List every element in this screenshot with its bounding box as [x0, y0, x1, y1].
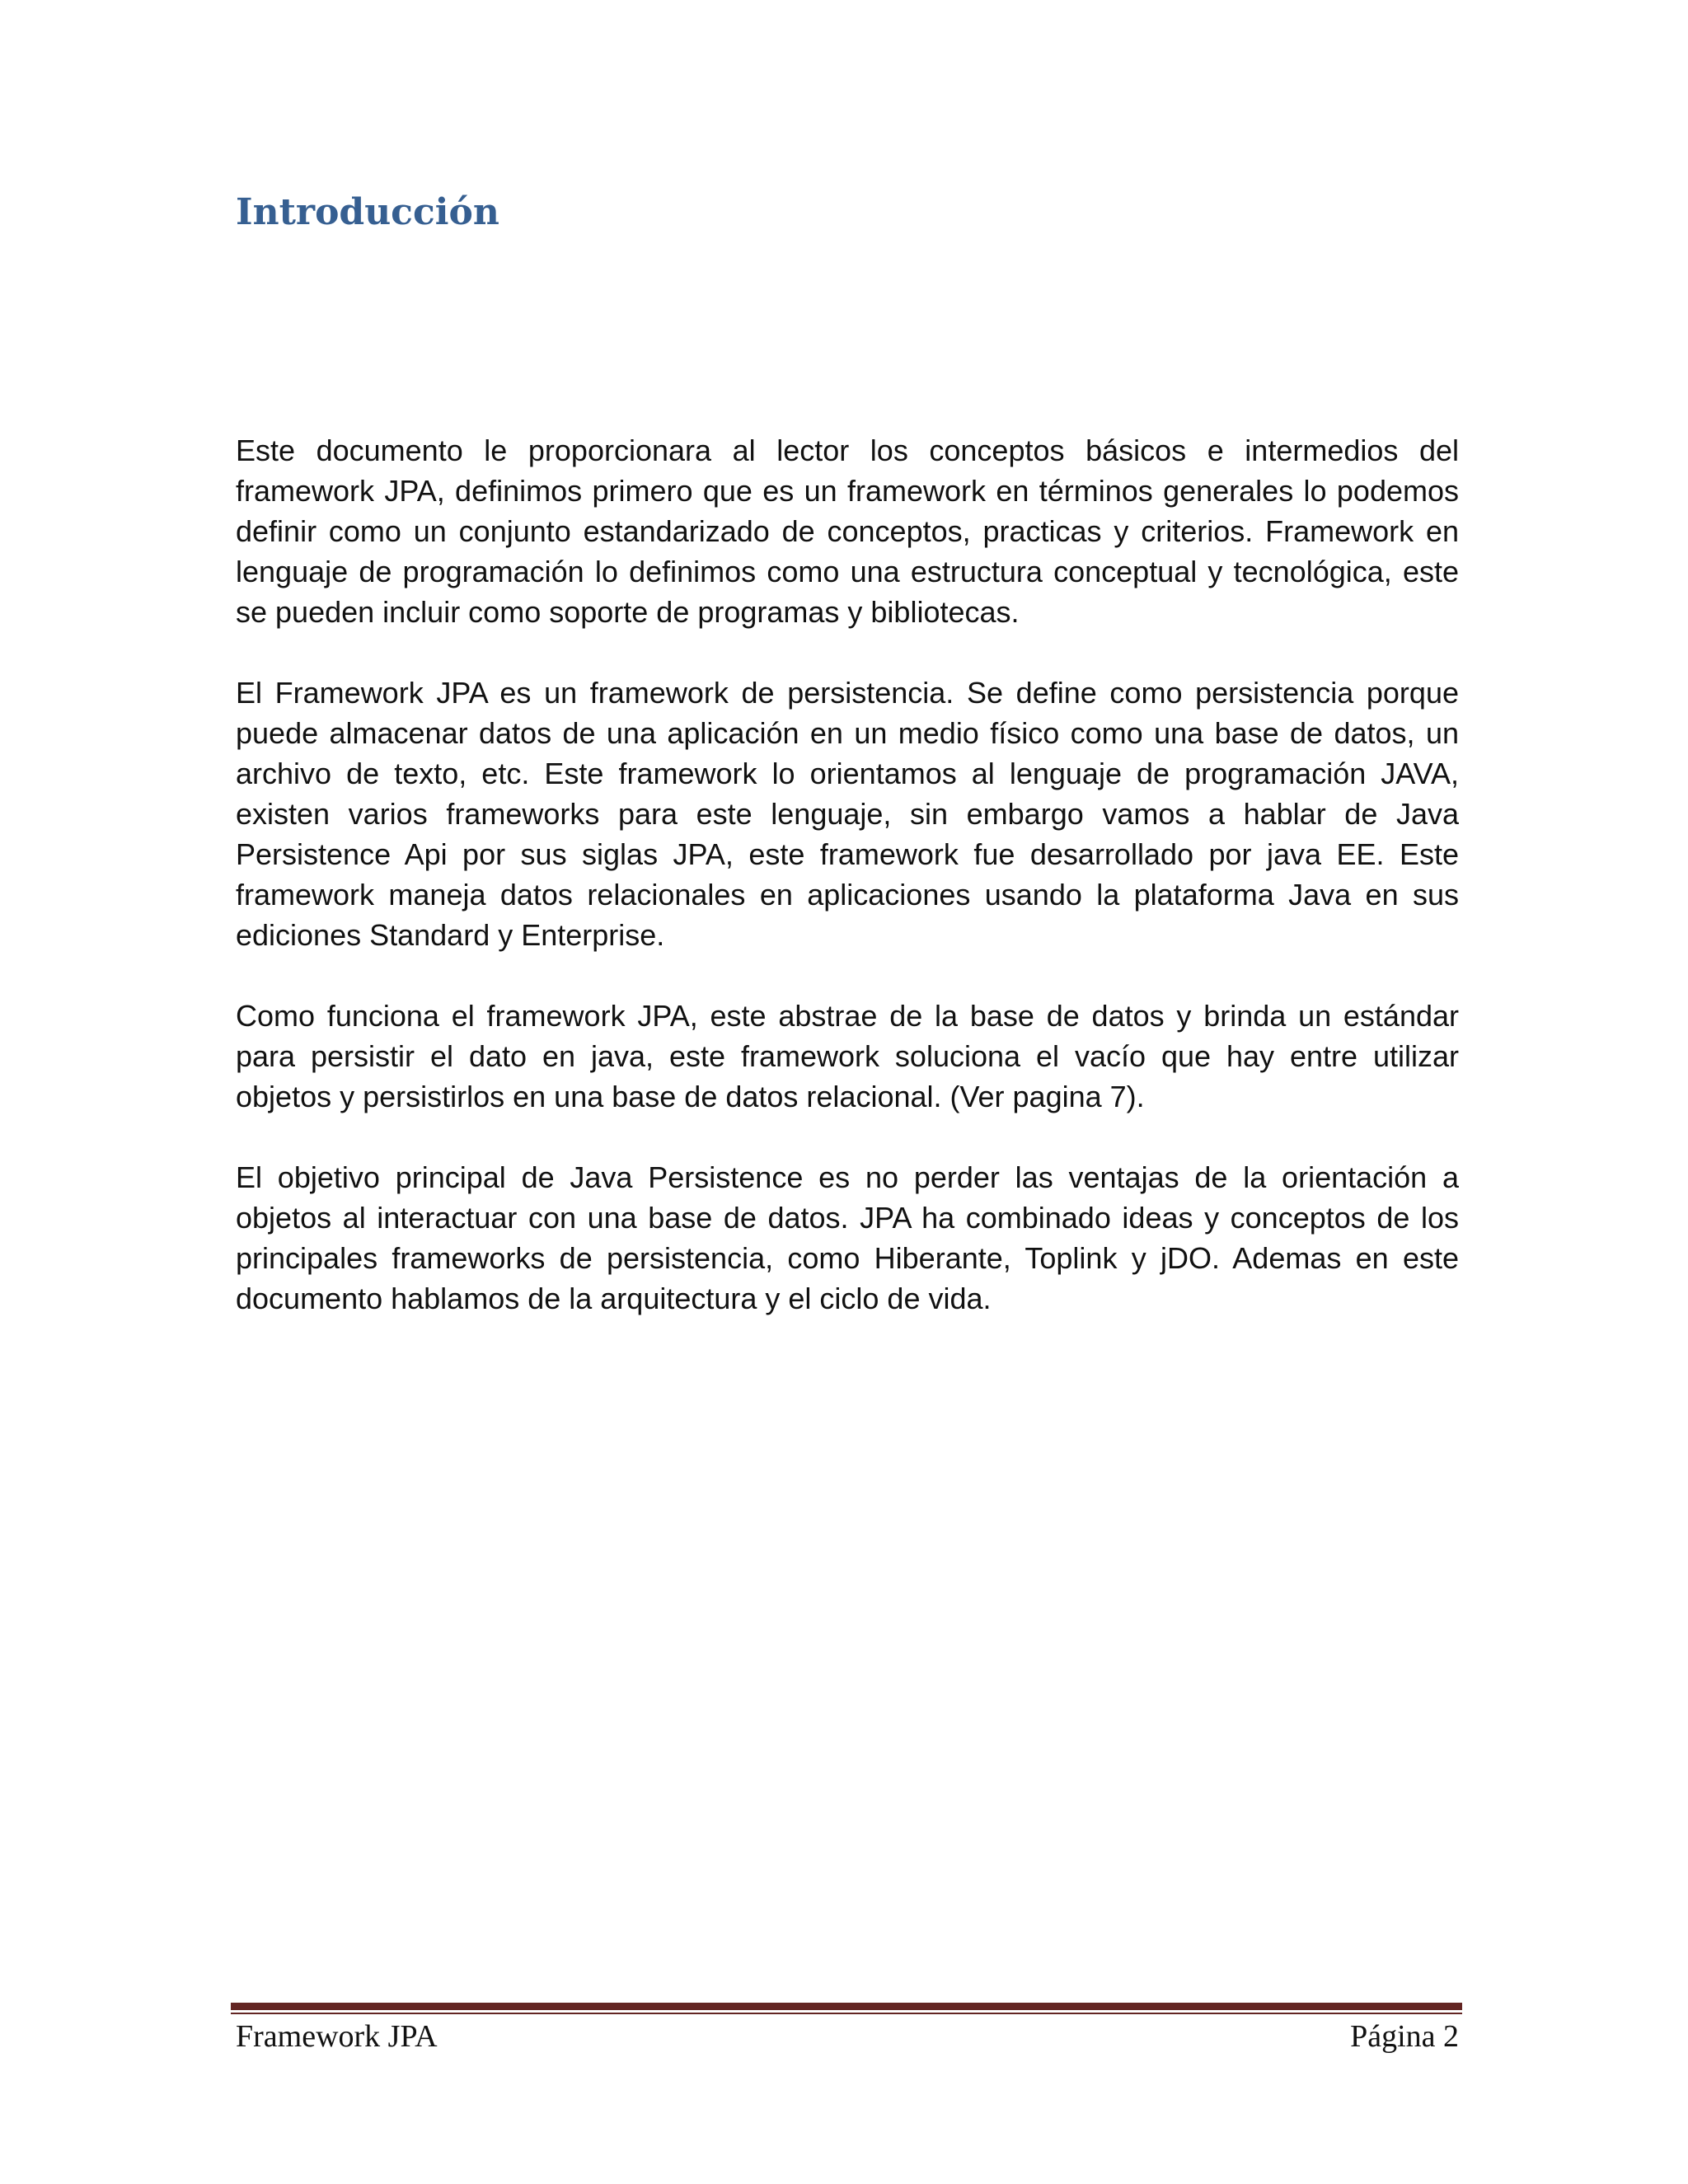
- body-text: [236, 430, 1459, 1359]
- section-title: Introducción: [236, 191, 499, 233]
- paragraph-4: El objetivo principal de Java Persistence es no perder las ventajas de la orientación a objetos al interactuar con una base de datos. JPA ha combinado ideas y conceptos de los principales frameworks de persistencia, como Hiberante, Toplink y jDO. Ademas en este documento hablamos de la arquitectura y el ciclo de vida.: [236, 1160, 1459, 1315]
- paragraph-3: Como funciona el framework JPA, este abstrae de la base de datos y brinda un estándar para persistir el dato en java, este framework soluciona el vacío que hay entre utilizar objetos y persistirlos en una base de datos relacional. (Ver pagina 7).: [236, 999, 1459, 1113]
- paragraph-2: El Framework JPA es un framework de persistencia. Se define como persistencia porque puede almacenar datos de una aplicación en un medio físico como una base de datos, un archivo de texto, etc. Este framework lo orientamos al lenguaje de programación JAVA, existen varios frameworks para este lenguaje, sin embargo vamos a hablar de Java Persistence Api por sus siglas JPA, este framework fue desarrollado por java EE. Este framework maneja datos relacionales en aplicaciones usando la plataforma Java en sus ediciones Standard y Enterprise.: [236, 676, 1459, 952]
- footer-document-name: Framework JPA: [236, 2019, 438, 2054]
- footer-rule-thick: [231, 2003, 1462, 2010]
- paragraph-1: Este documento le proporcionara al lector los conceptos básicos e intermedios del framework JPA, definimos primero que es un framework en términos generales lo podemos definir como un conjunto estandarizado de conceptos, practicas y criterios. Framework en lenguaje de programación lo definimos como una estructura conceptual y tecnológica, este se pueden incluir como soporte de programas y bibliotecas.: [236, 434, 1459, 629]
- footer-rule-thin: [231, 2013, 1462, 2014]
- footer-page-number: Página 2: [1350, 2019, 1459, 2054]
